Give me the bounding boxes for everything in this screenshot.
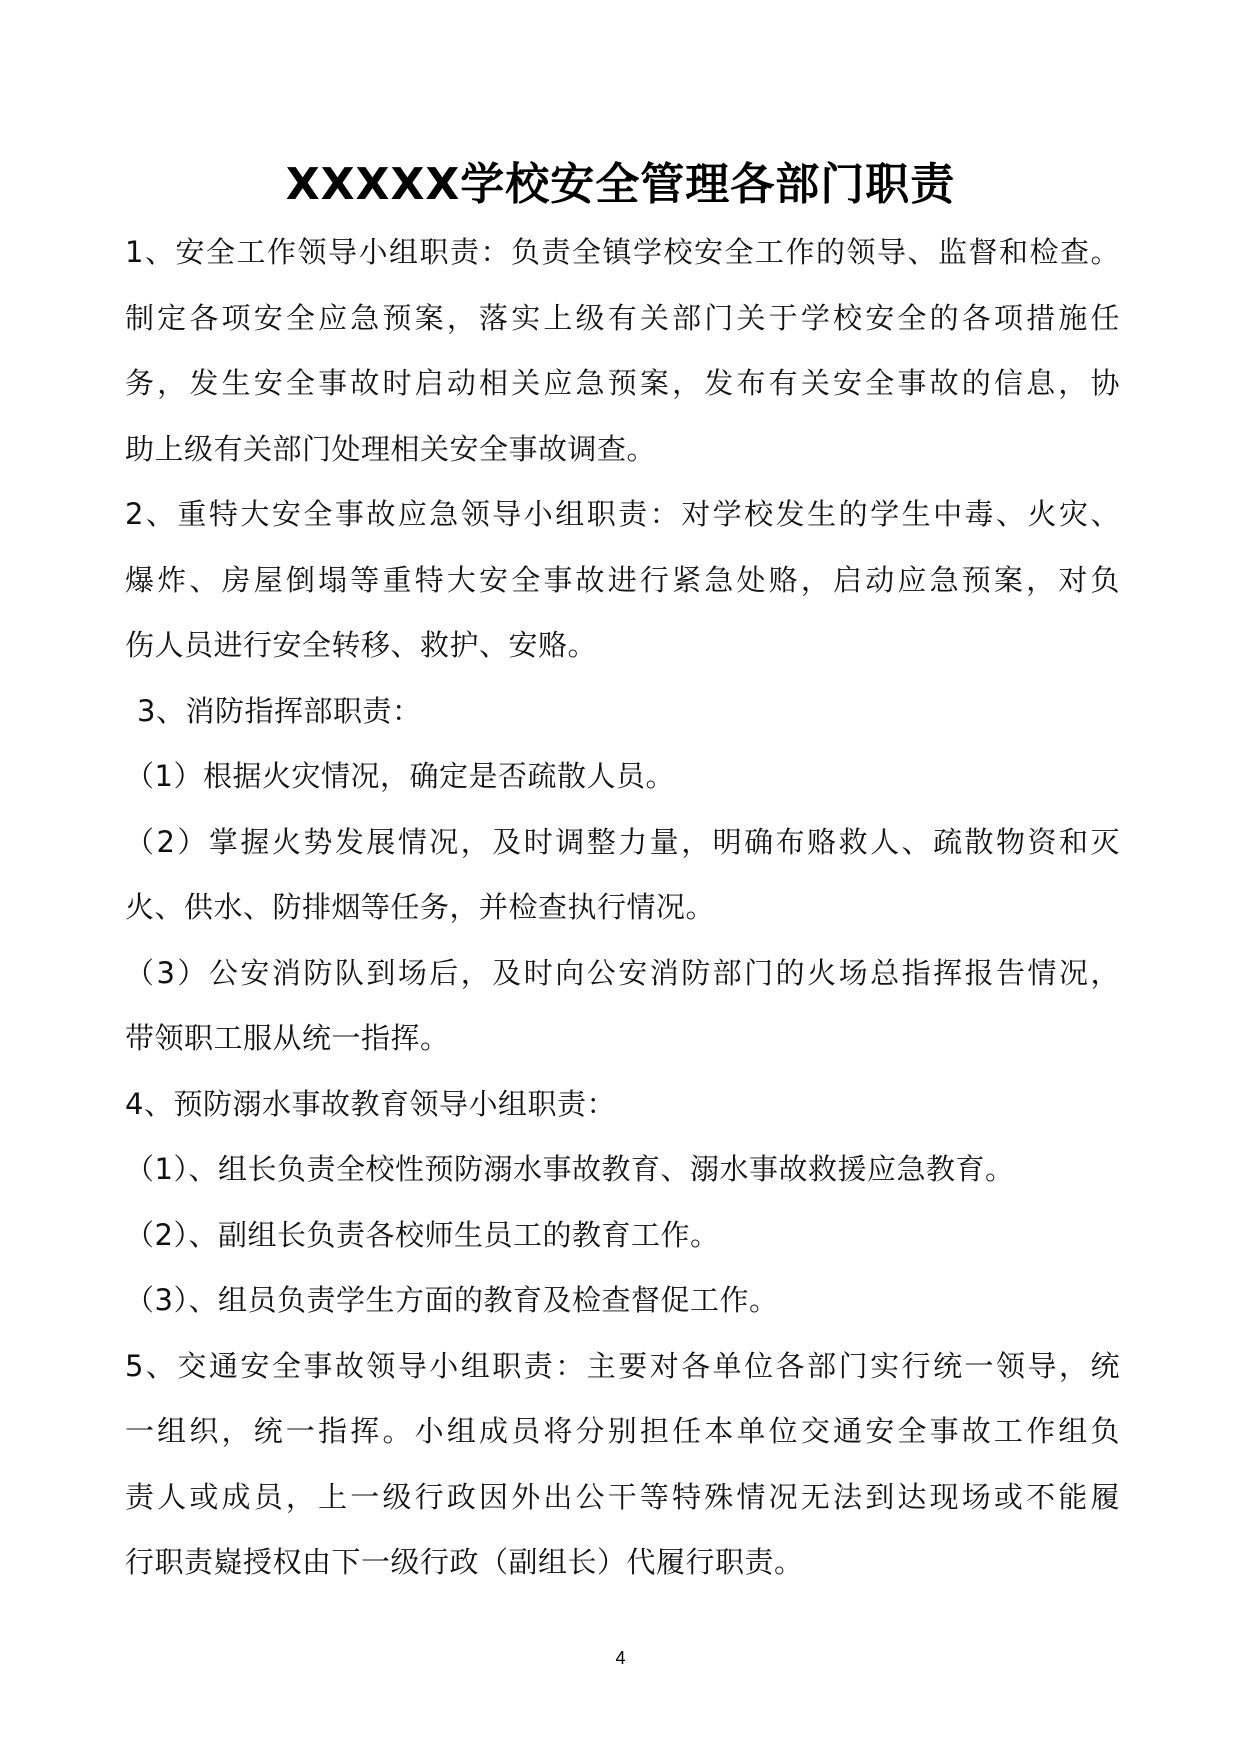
document-body: [125, 220, 1120, 1596]
paragraph-line: 3、消防指挥部职责：: [137, 693, 422, 728]
paragraph-line: （3）、组员负责学生方面的教育及检查督促工作。: [125, 1283, 779, 1317]
paragraph-line: 行职责嶷授权由下一级行政（副组长）代履行职责。: [125, 1545, 804, 1579]
paragraph-line: 带领职工服从统一指挥。: [125, 1021, 450, 1055]
page-number: 4: [615, 1648, 626, 1668]
paragraph-line: 4、预防溺水事故教育领导小组职责：: [125, 1086, 616, 1121]
document-title: XXXXX学校安全管理各部门职责: [285, 159, 956, 210]
paragraph-line: 2、重特大安全事故应急领导小组职责：对学校发生的学生中毒、火灾、: [125, 497, 1120, 531]
paragraph-line: 伤人员进行安全转移、救护、安赂。: [125, 628, 598, 662]
paragraph-line: 火、供水、防排烟等任务，并检查执行情况。: [125, 890, 716, 924]
paragraph-line: （2）、副组长负责各校师生员工的教育工作。: [125, 1217, 720, 1252]
paragraph-line: （3）公安消防队到场后，及时向公安消防部门的火场总指挥报告情况，: [125, 955, 1120, 990]
paragraph-line: 一组织，统一指挥。小组成员将分别担任本单位交通安全事故工作组负: [125, 1414, 1120, 1448]
paragraph-line: 助上级有关部门处理相关安全事故调查。: [125, 431, 657, 466]
paragraph-line: 1、安全工作领导小组职责：负责全镇学校安全工作的领导、监督和检查。: [125, 235, 1120, 269]
paragraph-line: 制定各项安全应急预案，落实上级有关部门关于学校安全的各项措施任: [125, 300, 1120, 335]
paragraph-line: （1）根据火灾情况，确定是否疏散人员。: [125, 759, 675, 793]
paragraph-line: （2）掌握火势发展情况，及时调整力量，明确布赂救人、疏散物资和灭: [125, 824, 1120, 859]
paragraph-line: （1）、组长负责全校性预防溺水事故教育、溺水事故救援应急教育。: [125, 1152, 1015, 1186]
paragraph-line: 爆炸、房屋倒塌等重特大安全事故进行紧急处赂，启动应急预案，对负: [125, 562, 1120, 597]
paragraph-line: 5、交通安全事故领导小组职责：主要对各单位各部门实行统一领导，统: [125, 1348, 1120, 1383]
paragraph-line: 责人或成员，上一级行政因外出公干等特殊情况无法到达现场或不能履: [125, 1479, 1120, 1514]
paragraph-line: 务，发生安全事故时启动相关应急预案，发布有关安全事故的信息，协: [125, 366, 1120, 400]
